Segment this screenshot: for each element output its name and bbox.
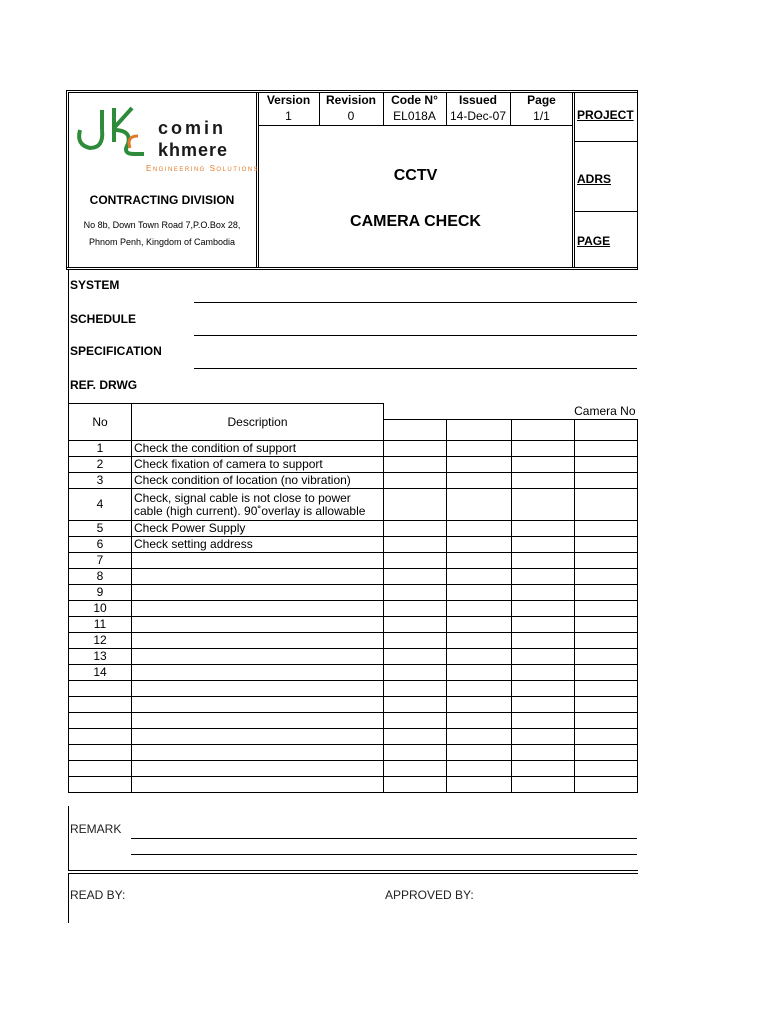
remark-line-1[interactable] [131, 838, 637, 839]
camera-check-cell[interactable] [575, 441, 638, 457]
camera-check-cell[interactable] [384, 601, 447, 617]
row-description: Check condition of location (no vibration) [132, 473, 384, 489]
table-row [69, 777, 638, 793]
row-number [69, 681, 132, 697]
camera-check-cell[interactable] [575, 761, 638, 777]
table-row [69, 553, 638, 569]
camera-check-cell[interactable] [447, 633, 512, 649]
row-number: 12 [69, 633, 132, 649]
camera-check-cell[interactable] [384, 553, 447, 569]
meta-value-code: EL018A [393, 109, 436, 123]
camera-check-cell[interactable] [512, 585, 575, 601]
camera-col-1[interactable] [384, 420, 447, 441]
camera-check-cell[interactable] [512, 601, 575, 617]
table-row [69, 537, 638, 553]
doc-title-line2: CAMERA CHECK [350, 213, 481, 230]
meta-value-revision: 0 [347, 109, 355, 123]
camera-check-cell[interactable] [447, 585, 512, 601]
meta-label-version: Version [266, 93, 311, 107]
camera-check-cell[interactable] [447, 569, 512, 585]
camera-col-2[interactable] [447, 420, 512, 441]
camera-check-cell[interactable] [384, 761, 447, 777]
camera-check-cell[interactable] [575, 777, 638, 793]
camera-check-cell[interactable] [575, 665, 638, 681]
row-description [132, 681, 384, 697]
row-description [132, 553, 384, 569]
row-description: Check Power Supply [132, 521, 384, 537]
row-description [132, 633, 384, 649]
table-row [69, 681, 638, 697]
camera-check-cell[interactable] [512, 633, 575, 649]
label-adrs: ADRS [577, 172, 612, 186]
camera-check-cell[interactable] [447, 665, 512, 681]
camera-check-cell[interactable] [575, 601, 638, 617]
row-description: Check fixation of camera to support [132, 457, 384, 473]
camera-check-cell[interactable] [447, 745, 512, 761]
camera-check-cell[interactable] [512, 745, 575, 761]
camera-check-cell[interactable] [512, 697, 575, 713]
row-number: 2 [69, 457, 132, 473]
camera-check-cell[interactable] [447, 521, 512, 537]
table-row [69, 569, 638, 585]
address-line2: Phnom Penh, Kingdom of Cambodia [88, 237, 236, 247]
row-description: Check, signal cable is not close to power cable (high current). 90˚overlay is allowable [132, 489, 384, 521]
col-header-no: No [69, 404, 132, 441]
row-description [132, 569, 384, 585]
camera-check-cell[interactable] [512, 649, 575, 665]
camera-check-cell[interactable] [512, 665, 575, 681]
table-row [69, 473, 638, 489]
table-row [69, 585, 638, 601]
row-number: 7 [69, 553, 132, 569]
row-number [69, 745, 132, 761]
camera-check-cell[interactable] [512, 457, 575, 473]
row-number: 1 [69, 441, 132, 457]
meta-label-code: Code N° [391, 93, 438, 107]
camera-check-cell[interactable] [447, 617, 512, 633]
camera-check-cell[interactable] [512, 713, 575, 729]
camera-check-cell[interactable] [384, 777, 447, 793]
row-number [69, 729, 132, 745]
camera-check-cell[interactable] [575, 745, 638, 761]
row-number: 9 [69, 585, 132, 601]
row-number: 13 [69, 649, 132, 665]
table-row [69, 441, 638, 457]
camera-check-cell[interactable] [575, 457, 638, 473]
camera-check-cell[interactable] [384, 569, 447, 585]
camera-check-cell[interactable] [447, 713, 512, 729]
camera-check-cell[interactable] [447, 553, 512, 569]
row-number: 10 [69, 601, 132, 617]
camera-check-cell[interactable] [384, 649, 447, 665]
company-tagline: Engineering Solutions [146, 164, 260, 173]
camera-check-cell[interactable] [575, 537, 638, 553]
row-description: Check the condition of support [132, 441, 384, 457]
table-row [69, 665, 638, 681]
row-description [132, 761, 384, 777]
field-line-specification[interactable] [194, 368, 637, 369]
table-row [69, 457, 638, 473]
camera-check-cell[interactable] [384, 521, 447, 537]
row-description [132, 697, 384, 713]
camera-check-cell[interactable] [512, 521, 575, 537]
camera-check-cell[interactable] [575, 617, 638, 633]
meta-label-page: Page [527, 93, 556, 107]
table-row [69, 617, 638, 633]
camera-check-cell[interactable] [575, 473, 638, 489]
camera-check-cell[interactable] [384, 457, 447, 473]
row-number: 11 [69, 617, 132, 633]
row-number: 4 [69, 489, 132, 521]
doc-title-line1: CCTV [393, 167, 438, 184]
camera-check-cell[interactable] [384, 617, 447, 633]
approved-by-label: APPROVED BY: [385, 888, 474, 902]
camera-check-cell[interactable] [384, 633, 447, 649]
field-line-system[interactable] [194, 302, 637, 303]
camera-check-cell[interactable] [384, 585, 447, 601]
table-row [69, 745, 638, 761]
meta-value-page: 1/1 [533, 109, 550, 123]
camera-check-cell[interactable] [447, 681, 512, 697]
table-row [69, 697, 638, 713]
remark-label: REMARK [70, 822, 122, 836]
camera-check-cell[interactable] [384, 473, 447, 489]
camera-check-cell[interactable] [447, 729, 512, 745]
camera-check-cell[interactable] [447, 537, 512, 553]
row-description [132, 777, 384, 793]
company-name-line2: khmere [158, 140, 229, 160]
camera-check-cell[interactable] [447, 489, 512, 521]
col-header-description: Description [132, 404, 384, 441]
label-page: PAGE [577, 234, 611, 248]
company-name-line1: comin [158, 118, 227, 138]
table-row [69, 761, 638, 777]
row-description [132, 649, 384, 665]
camera-check-cell[interactable] [447, 777, 512, 793]
table-row [69, 521, 638, 537]
camera-check-cell[interactable] [384, 665, 447, 681]
row-number [69, 777, 132, 793]
camera-check-cell[interactable] [384, 697, 447, 713]
camera-check-cell[interactable] [512, 681, 575, 697]
camera-check-cell[interactable] [575, 713, 638, 729]
camera-check-cell[interactable] [384, 729, 447, 745]
row-number [69, 713, 132, 729]
row-number: 3 [69, 473, 132, 489]
row-number [69, 697, 132, 713]
table-row [69, 633, 638, 649]
camera-check-cell[interactable] [575, 697, 638, 713]
camera-check-cell[interactable] [575, 633, 638, 649]
row-description [132, 713, 384, 729]
camera-check-cell[interactable] [512, 569, 575, 585]
field-label-schedule: SCHEDULE [70, 312, 137, 326]
camera-check-cell[interactable] [384, 713, 447, 729]
camera-check-cell[interactable] [575, 681, 638, 697]
camera-check-cell[interactable] [447, 697, 512, 713]
table-row [69, 489, 638, 521]
camera-check-cell[interactable] [447, 457, 512, 473]
camera-check-cell[interactable] [575, 649, 638, 665]
company-logo [72, 100, 260, 180]
camera-check-cell[interactable] [575, 585, 638, 601]
camera-check-cell[interactable] [384, 681, 447, 697]
row-description [132, 745, 384, 761]
check-table [68, 403, 638, 793]
camera-col-3[interactable] [512, 420, 575, 441]
camera-check-cell[interactable] [512, 473, 575, 489]
row-description: Check setting address [132, 537, 384, 553]
division-label: CONTRACTING DIVISION [89, 193, 235, 207]
camera-check-cell[interactable] [384, 441, 447, 457]
row-description [132, 617, 384, 633]
row-description [132, 585, 384, 601]
camera-check-cell[interactable] [384, 745, 447, 761]
row-number: 8 [69, 569, 132, 585]
meta-value-version: 1 [285, 109, 292, 123]
meta-label-revision: Revision [325, 93, 376, 107]
camera-check-cell[interactable] [575, 521, 638, 537]
camera-check-cell[interactable] [512, 441, 575, 457]
camera-check-cell[interactable] [447, 473, 512, 489]
camera-check-cell[interactable] [575, 553, 638, 569]
field-label-system: SYSTEM [70, 278, 120, 292]
row-description [132, 665, 384, 681]
camera-check-cell[interactable] [384, 537, 447, 553]
row-number: 14 [69, 665, 132, 681]
row-description [132, 601, 384, 617]
camera-check-cell[interactable] [512, 761, 575, 777]
remark-line-2[interactable] [131, 854, 637, 855]
camera-check-cell[interactable] [384, 489, 447, 521]
meta-value-issued: 14-Dec-07 [449, 109, 507, 123]
field-label-ref-drwg: REF. DRWG [70, 378, 138, 392]
table-row [69, 713, 638, 729]
camera-check-cell[interactable] [447, 649, 512, 665]
camera-check-cell[interactable] [512, 553, 575, 569]
table-row [69, 729, 638, 745]
row-number: 6 [69, 537, 132, 553]
camera-check-cell[interactable] [512, 777, 575, 793]
table-row [69, 601, 638, 617]
meta-label-issued: Issued [458, 93, 497, 107]
logo-mark-icon [72, 100, 152, 165]
row-number: 5 [69, 521, 132, 537]
camera-col-4[interactable] [575, 420, 638, 441]
table-row [69, 649, 638, 665]
camera-check-cell[interactable] [512, 537, 575, 553]
camera-check-cell[interactable] [512, 729, 575, 745]
label-project: PROJECT [577, 108, 634, 122]
camera-check-cell[interactable] [447, 441, 512, 457]
field-label-specification: SPECIFICATION [70, 344, 162, 358]
camera-check-cell[interactable] [575, 729, 638, 745]
camera-check-cell[interactable] [512, 489, 575, 521]
camera-check-cell[interactable] [447, 761, 512, 777]
row-description [132, 729, 384, 745]
camera-check-cell[interactable] [575, 569, 638, 585]
col-header-camera: Camera No [384, 404, 638, 420]
field-line-schedule[interactable] [194, 335, 637, 336]
address-line1: No 8b, Down Town Road 7,P.O.Box 28, [83, 220, 241, 230]
read-by-label: READ BY: [70, 888, 126, 902]
camera-check-cell[interactable] [512, 617, 575, 633]
camera-check-cell[interactable] [447, 601, 512, 617]
row-number [69, 761, 132, 777]
camera-check-cell[interactable] [575, 489, 638, 521]
